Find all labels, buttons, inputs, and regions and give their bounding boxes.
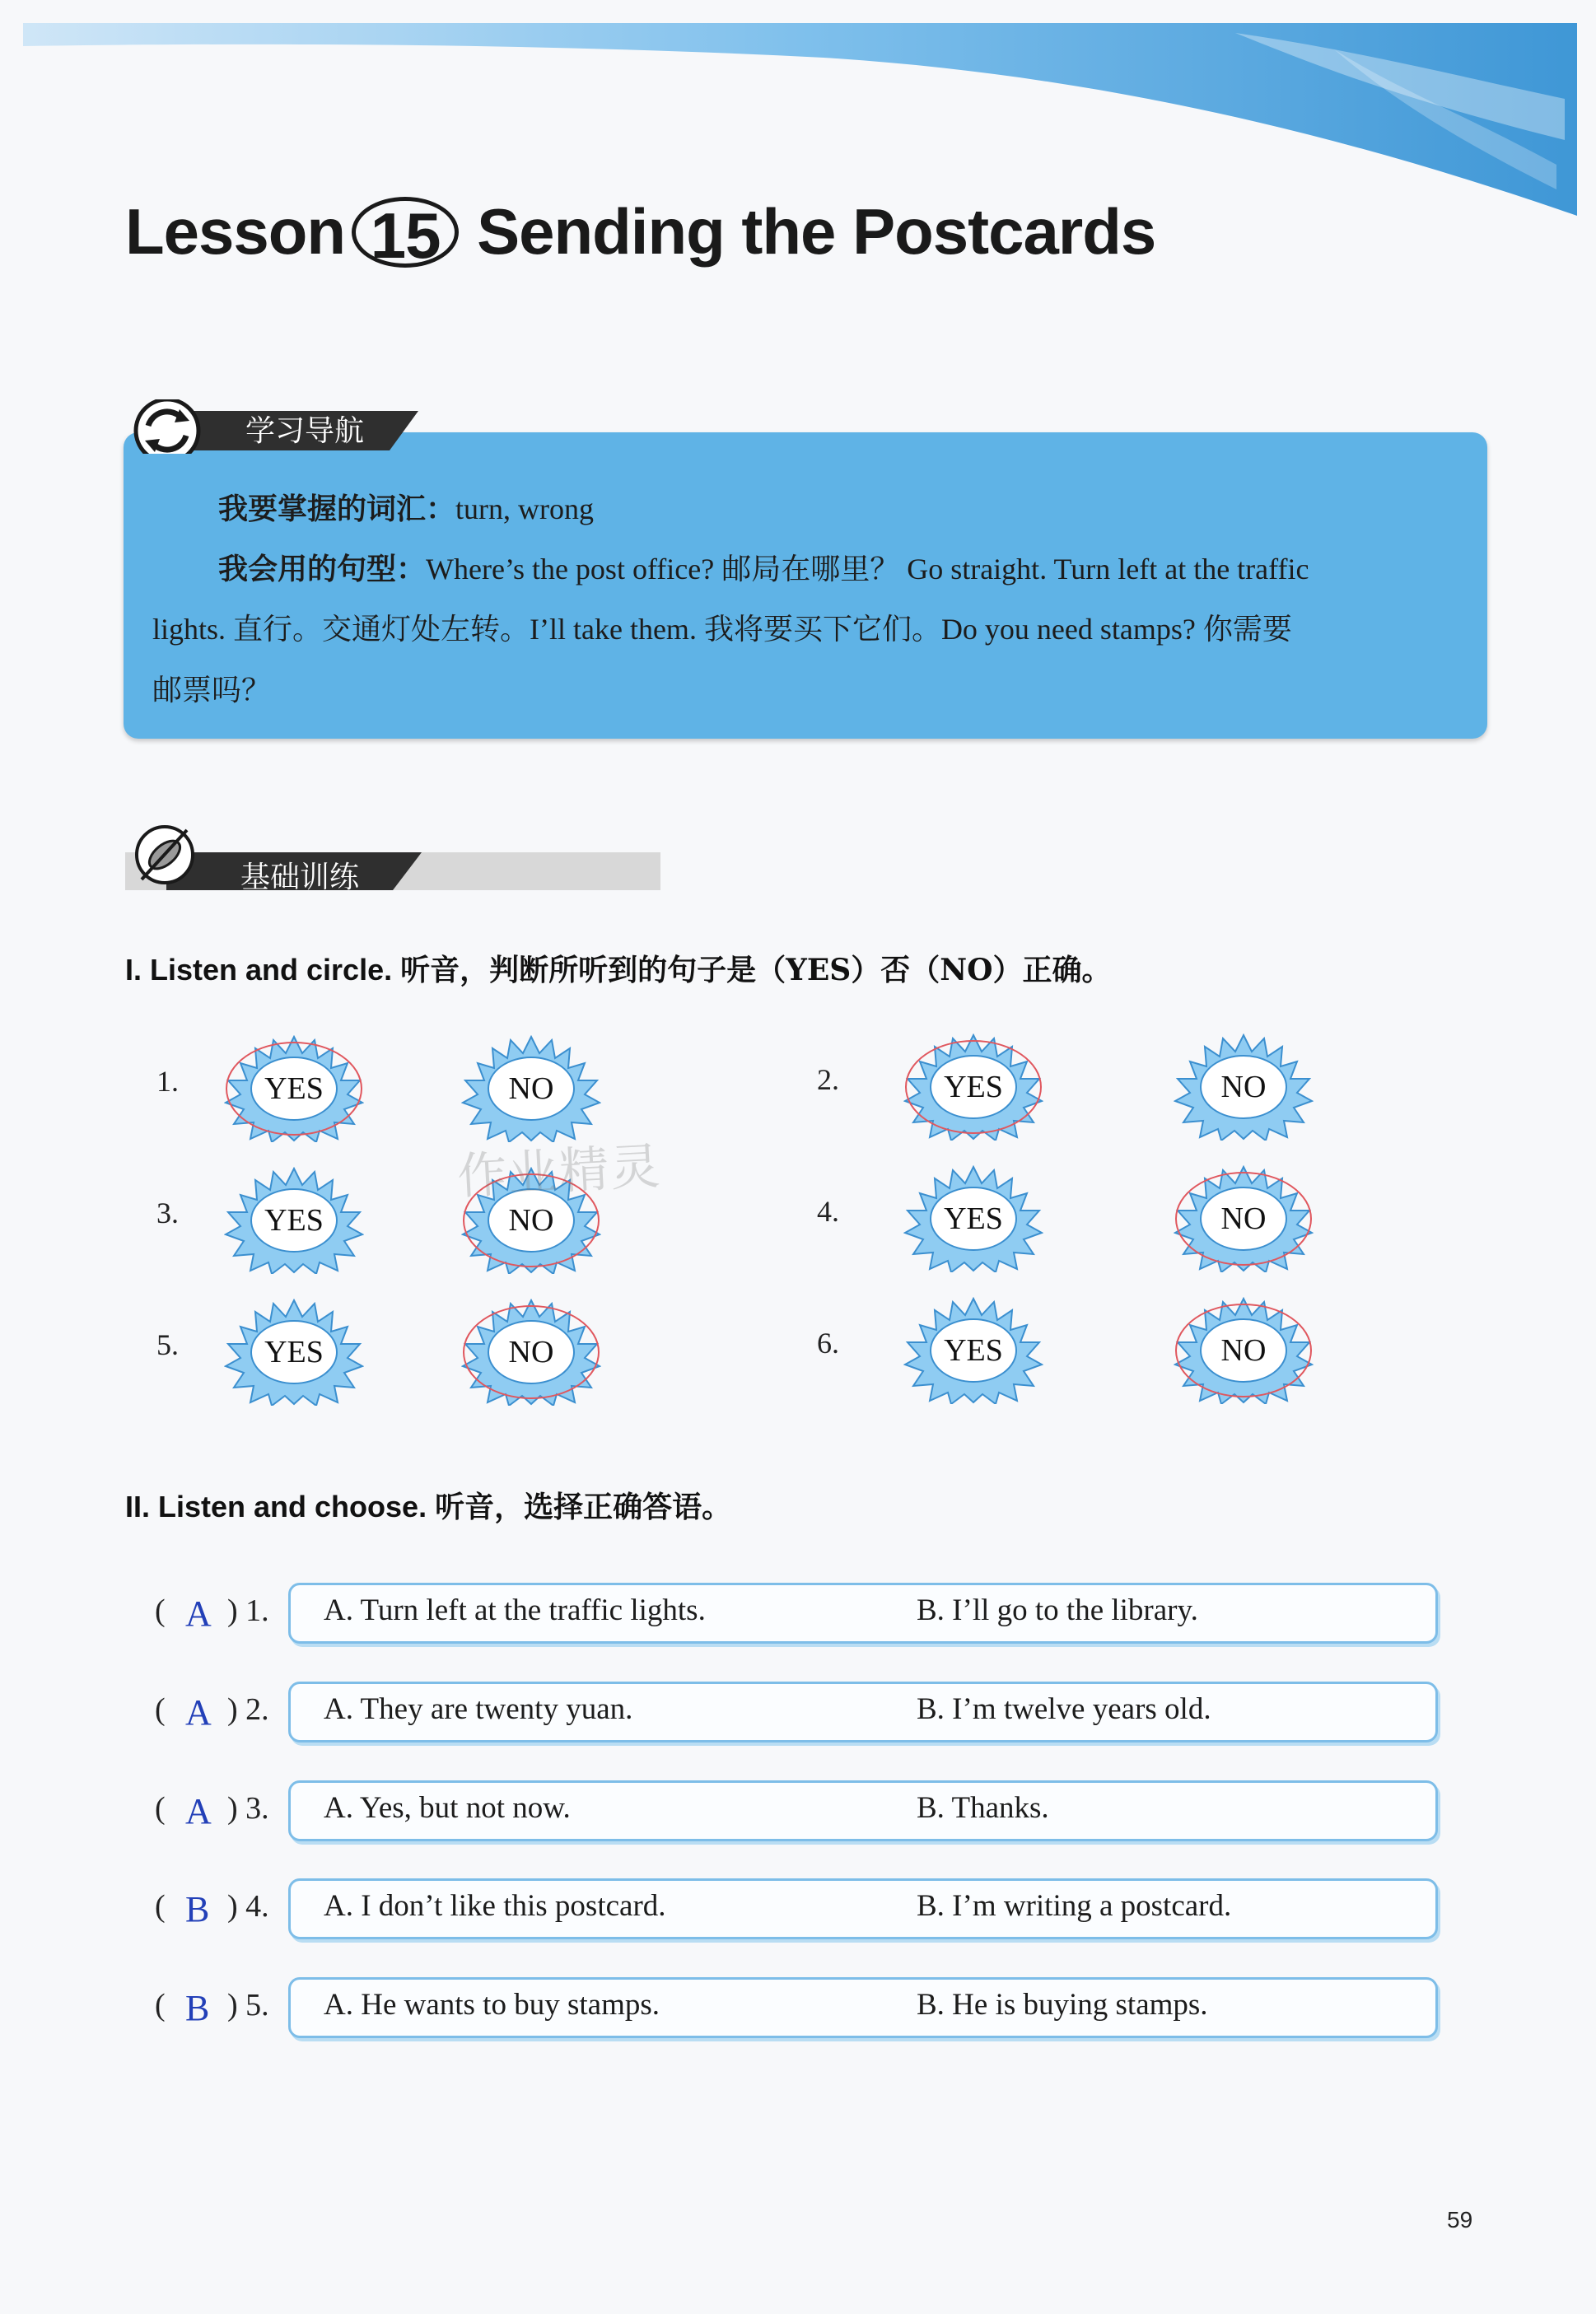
choice-box xyxy=(288,1977,1438,2038)
yes-flower[interactable] xyxy=(224,1167,364,1274)
no-label: NO xyxy=(508,1335,554,1369)
choice-number: ) 2. xyxy=(227,1692,269,1727)
choice-row xyxy=(148,1780,1466,1843)
option-b[interactable]: B. Thanks. xyxy=(917,1791,1049,1825)
lesson-prefix: Lesson xyxy=(125,195,346,268)
vocab-line xyxy=(218,486,1519,528)
circle-item-num: 6. xyxy=(817,1327,839,1360)
yes-label: YES xyxy=(264,1071,324,1106)
option-a[interactable]: A. Turn left at the traffic lights. xyxy=(324,1593,706,1627)
choice-number: ) 1. xyxy=(227,1593,269,1628)
choice-box xyxy=(288,1583,1438,1644)
no-flower[interactable] xyxy=(1174,1297,1314,1404)
open-paren: ( xyxy=(155,1889,166,1924)
choice-row xyxy=(148,1878,1466,1941)
circle-item-num: 2. xyxy=(817,1063,839,1096)
choice-number: ) 4. xyxy=(227,1889,269,1924)
no-label: NO xyxy=(508,1203,554,1238)
circle-item-num: 4. xyxy=(817,1195,839,1228)
sentence-line-1 xyxy=(218,546,1462,588)
yes-label: YES xyxy=(264,1203,324,1238)
yes-flower[interactable] xyxy=(903,1297,1043,1404)
option-a[interactable]: A. He wants to buy stamps. xyxy=(324,1988,660,2022)
answer-mark[interactable]: A xyxy=(185,1692,212,1733)
no-label: NO xyxy=(1220,1070,1267,1104)
section1-heading xyxy=(125,947,1112,989)
no-label: NO xyxy=(508,1071,554,1106)
practice-tag-shape xyxy=(125,818,660,893)
answer-circle-mark xyxy=(226,1042,362,1136)
answer-circle-mark xyxy=(905,1040,1042,1134)
no-label: NO xyxy=(1220,1201,1267,1236)
answer-circle-mark xyxy=(1175,1172,1312,1266)
sentence-text-1: Where’s the post office? 邮局在哪里？ Go straight. Turn left at the traffic xyxy=(426,553,1309,585)
guide-tag xyxy=(130,399,427,454)
answer-mark[interactable]: A xyxy=(185,1593,212,1634)
section1-heading-cn: 听音，判断所听到的句子是（YES）否（NO）正确。 xyxy=(400,953,1112,987)
answer-circle-mark xyxy=(463,1305,600,1399)
sentence-line-2: lights. 直行。交通灯处左转。I’ll take them. 我将要买下它们。Do you need stamps? 你需要 xyxy=(152,613,1292,646)
answer-circle-mark xyxy=(1175,1304,1312,1397)
no-label: NO xyxy=(1220,1333,1267,1368)
sentence-line-3: 邮票吗？ xyxy=(152,674,272,707)
option-b[interactable]: B. I’m writing a postcard. xyxy=(917,1889,1232,1923)
section2-heading-en: II. Listen and choose. xyxy=(125,1490,427,1523)
yes-flower[interactable] xyxy=(224,1299,364,1406)
open-paren: ( xyxy=(155,1988,166,2022)
choice-row xyxy=(148,1682,1466,1744)
yes-label: YES xyxy=(944,1333,1003,1368)
section1-heading-en: I. Listen and circle. xyxy=(125,953,393,987)
choice-row xyxy=(148,1583,1466,1645)
guide-tag-label: 学习导航 xyxy=(245,414,365,448)
vocab-words: turn, wrong xyxy=(455,492,594,525)
practice-tag-label: 基础训练 xyxy=(240,861,360,894)
yes-label: YES xyxy=(264,1335,324,1369)
yes-flower[interactable] xyxy=(224,1035,364,1142)
watermark: 作业精灵 xyxy=(455,1137,663,1206)
vocab-label: 我要掌握的词汇： xyxy=(218,492,456,525)
option-a[interactable]: A. I don’t like this postcard. xyxy=(324,1889,666,1923)
option-b[interactable]: B. I’ll go to the library. xyxy=(917,1593,1198,1627)
circle-item-num: 3. xyxy=(156,1197,179,1229)
option-b[interactable]: B. I’m twelve years old. xyxy=(917,1692,1211,1726)
yes-label: YES xyxy=(944,1201,1003,1236)
practice-tag xyxy=(125,818,660,894)
choice-row xyxy=(148,1977,1466,2040)
no-flower[interactable] xyxy=(1174,1165,1314,1272)
yes-flower[interactable] xyxy=(903,1165,1043,1272)
lesson-number: 15 xyxy=(352,197,459,268)
answer-mark[interactable]: A xyxy=(185,1791,212,1831)
open-paren: ( xyxy=(155,1791,166,1826)
yes-label: YES xyxy=(944,1070,1003,1104)
page-number: 59 xyxy=(1447,2207,1473,2232)
open-paren: ( xyxy=(155,1692,166,1727)
sentence-label: 我会用的句型： xyxy=(218,553,427,585)
answer-mark[interactable]: B xyxy=(185,1988,210,2028)
section2-heading xyxy=(125,1484,731,1526)
yes-flower[interactable] xyxy=(903,1033,1043,1141)
open-paren: ( xyxy=(155,1593,166,1628)
section2-heading-cn: 听音，选择正确答语。 xyxy=(435,1490,732,1524)
circle-item-num: 1. xyxy=(156,1065,179,1098)
choice-number: ) 3. xyxy=(227,1791,269,1826)
choice-number: ) 5. xyxy=(227,1988,269,2022)
no-flower[interactable] xyxy=(461,1035,601,1142)
answer-mark[interactable]: B xyxy=(185,1889,210,1929)
option-a[interactable]: A. They are twenty yuan. xyxy=(324,1692,633,1726)
choice-box xyxy=(288,1780,1438,1841)
no-flower[interactable] xyxy=(1174,1033,1314,1141)
option-b[interactable]: B. He is buying stamps. xyxy=(917,1988,1208,2022)
no-flower[interactable] xyxy=(461,1299,601,1406)
choice-box xyxy=(288,1878,1438,1939)
lesson-title-text: Sending the Postcards xyxy=(477,195,1156,268)
circle-item-num: 5. xyxy=(156,1328,179,1361)
option-a[interactable]: A. Yes, but not now. xyxy=(324,1791,571,1825)
choice-box xyxy=(288,1682,1438,1742)
lesson-title xyxy=(125,194,1156,272)
